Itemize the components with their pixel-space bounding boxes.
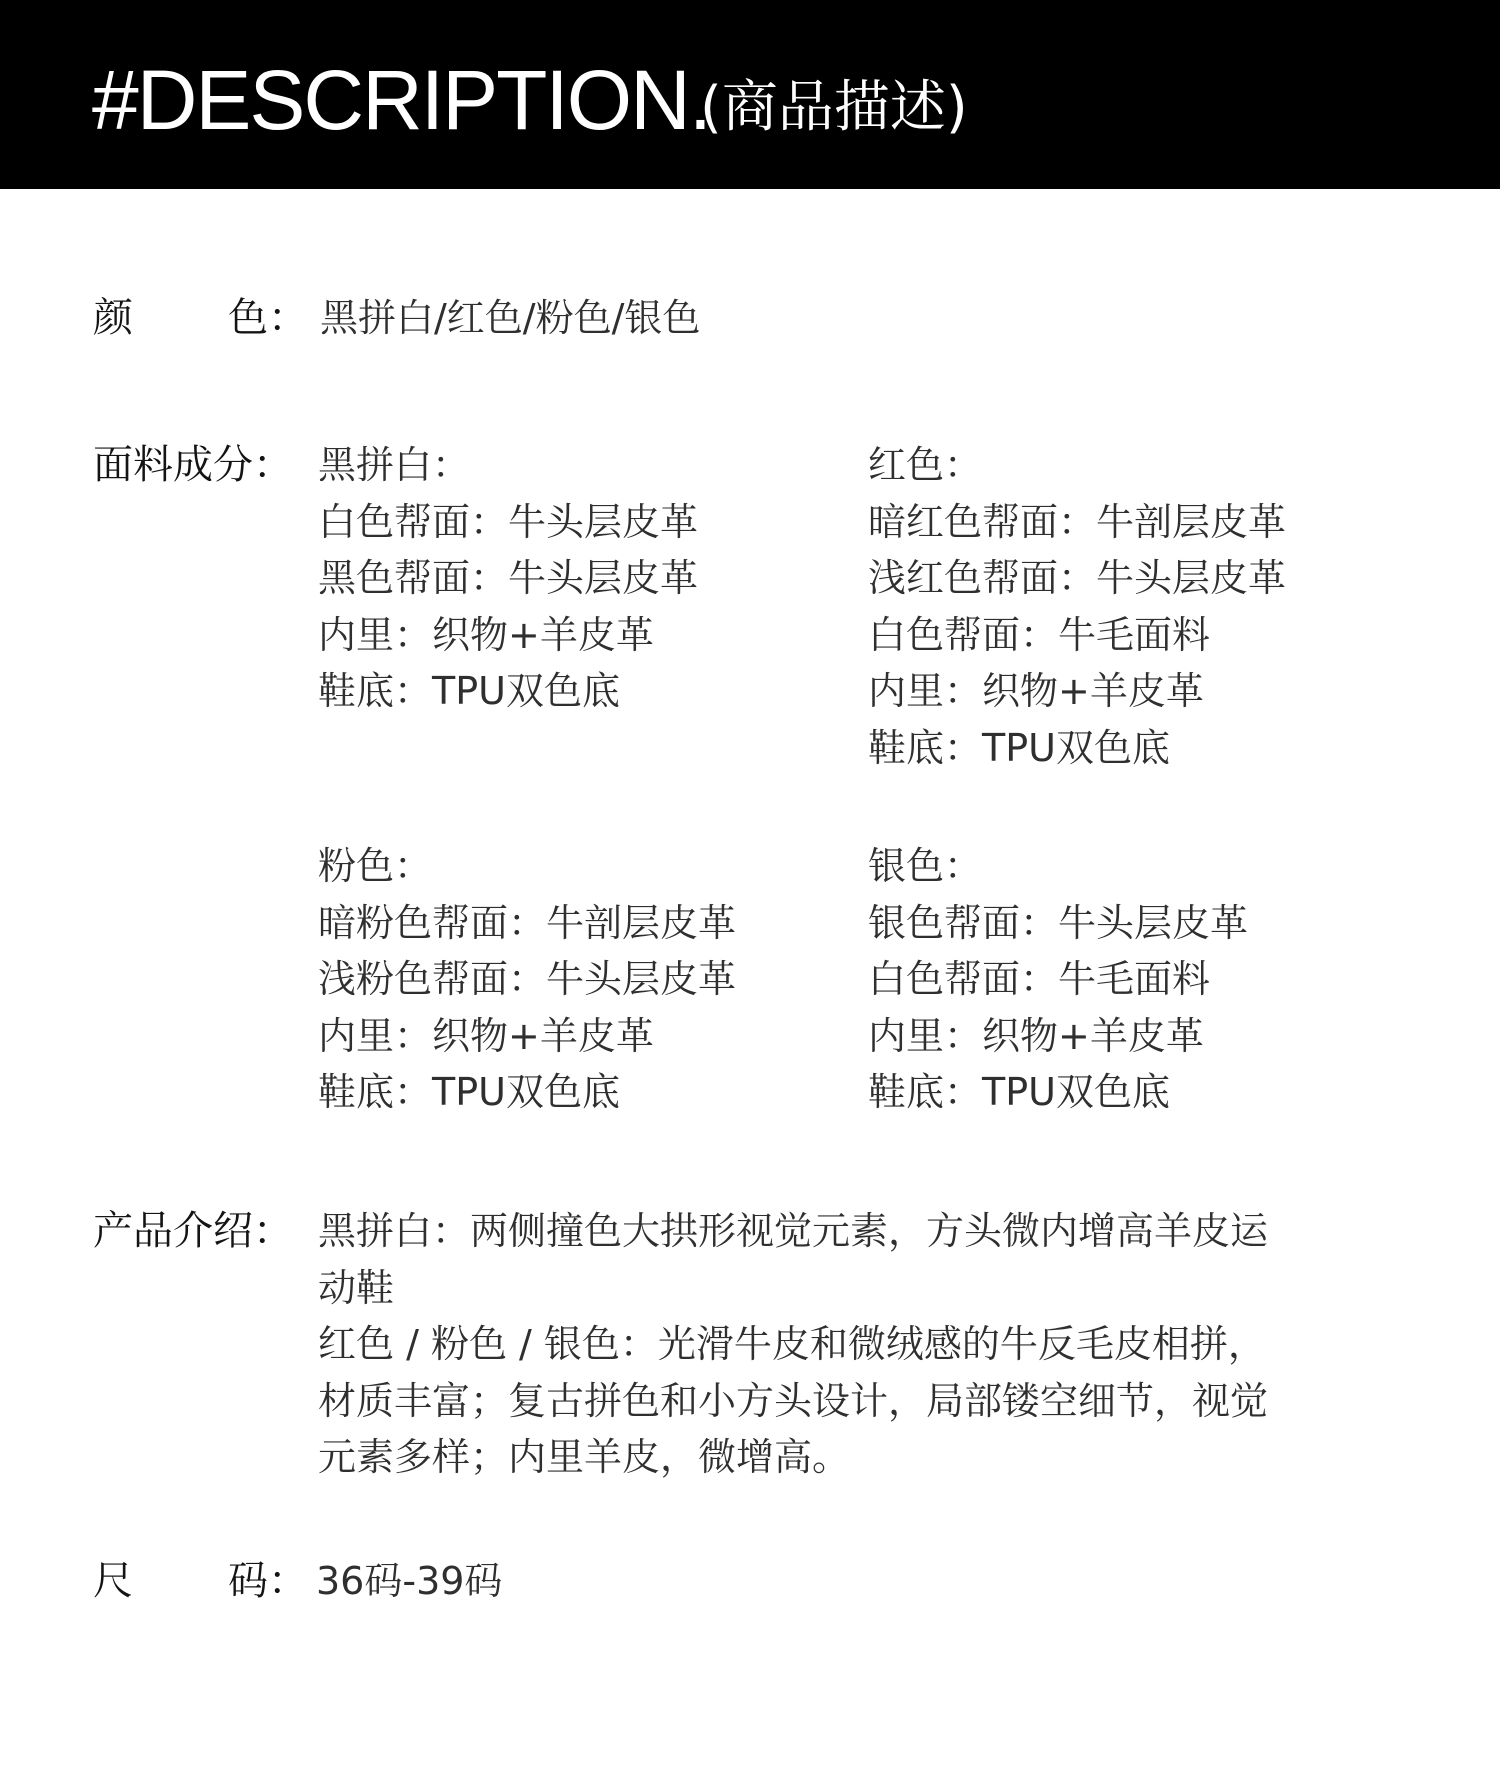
material-line: 鞋底：TPU双色底 [868,1070,1170,1114]
material-line: 内里：织物+羊皮革 [868,669,1204,713]
material-line: 浅红色帮面：牛头层皮革 [868,556,1287,600]
material-group-title: 粉色： [318,844,433,888]
material-line: 鞋底：TPU双色底 [318,1070,620,1114]
material-group-red [868,437,1286,776]
color-value: 黑拼白/红色/粉色/银色 [320,296,701,340]
intro-line: 元素多样；内里羊皮，微增高。 [318,1435,851,1479]
size-label-last: 码： [228,1558,308,1604]
color-label-first: 颜 [93,295,133,341]
material-group-silver [868,838,1248,1121]
material-line: 暗红色帮面：牛剖层皮革 [868,499,1287,544]
color-label [93,290,308,346]
intro-line: 红色 / 粉色 / 银色：光滑牛皮和微绒感的牛反毛皮相拼， [318,1322,1266,1366]
header-banner [0,0,1500,189]
header-subtitle: (商品描述) [700,75,968,140]
material-group-pink [318,838,736,1121]
material-line: 白色帮面：牛毛面料 [868,957,1211,1001]
header-title: #DESCRIPTION. [92,53,711,147]
intro-line: 黑拼白：两侧撞色大拱形视觉元素，方头微内增高羊皮运 [318,1209,1269,1253]
material-line: 白色帮面：牛毛面料 [868,612,1211,657]
material-line: 内里：织物+羊皮革 [318,612,654,657]
material-line: 黑色帮面：牛头层皮革 [318,556,699,600]
size-label-first: 尺 [93,1558,133,1604]
size-value: 36码-39码 [316,1559,503,1603]
size-label [93,1553,308,1609]
intro-line: 材质丰富；复古拼色和小方头设计，局部镂空细节，视觉 [318,1378,1269,1423]
material-group-title: 银色： [868,844,983,888]
material-line: 浅粉色帮面：牛头层皮革 [318,957,737,1001]
material-line: 鞋底：TPU双色底 [868,725,1170,770]
material-group-title: 黑拼白： [318,443,471,487]
material-line: 内里：织物+羊皮革 [868,1013,1204,1058]
material-line: 白色帮面：牛头层皮革 [318,499,699,544]
intro-label: 产品介绍： [93,1208,293,1254]
color-label-last: 色： [228,295,308,341]
intro-paragraph [318,1203,1408,1486]
material-label: 面料成分： [93,442,293,488]
material-group-title: 红色： [868,443,983,487]
material-group-black-white [318,437,698,720]
material-line: 暗粉色帮面：牛剖层皮革 [318,900,737,945]
material-line: 内里：织物+羊皮革 [318,1013,654,1058]
material-line: 银色帮面：牛头层皮革 [868,900,1249,945]
intro-line: 动鞋 [318,1265,395,1310]
material-line: 鞋底：TPU双色底 [318,669,620,713]
